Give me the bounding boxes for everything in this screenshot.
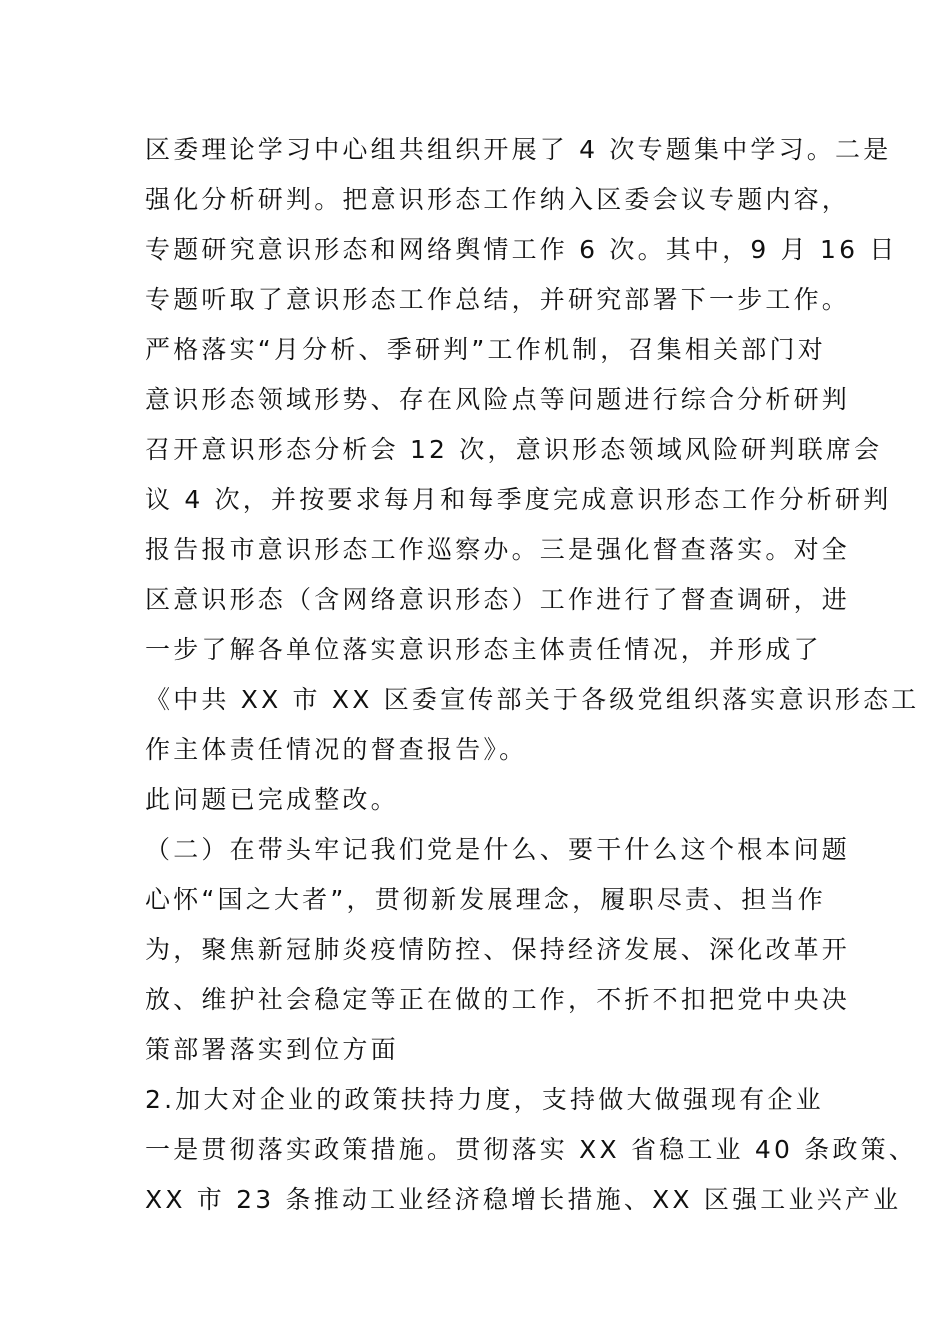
body-text-line: 召开意识形态分析会 12 次，意识形态领域风险研判联席会 — [145, 435, 883, 464]
body-text-line: 严格落实“月分析、季研判”工作机制，召集相关部门对 — [145, 335, 826, 364]
section-heading: （二）在带头牢记我们党是什么、要干什么这个根本问题 — [145, 835, 851, 864]
body-text-line: 报告报市意识形态工作巡察办。三是强化督查落实。对全 — [145, 535, 851, 564]
body-text-line: 意识形态领域形势、存在风险点等问题进行综合分析研判 — [145, 385, 851, 414]
section-heading: 为，聚焦新冠肺炎疫情防控、保持经济发展、深化改革开 — [145, 935, 851, 964]
body-text-line: 区意识形态（含网络意识形态）工作进行了督查调研，进 — [145, 585, 851, 614]
body-text-line: 作主体责任情况的督查报告》。 — [145, 735, 528, 764]
section-heading: 策部署落实到位方面 — [145, 1035, 399, 1064]
body-text-line: 议 4 次，并按要求每月和每季度完成意识形态工作分析研判 — [145, 485, 892, 514]
section-heading: 心怀“国之大者”，贯彻新发展理念，履职尽责、担当作 — [145, 885, 826, 914]
status-note: 此问题已完成整改。 — [145, 785, 399, 814]
body-text-line: 一是贯彻落实政策措施。贯彻落实 XX 省稳工业 40 条政策、 — [145, 1135, 918, 1164]
body-text-line: 专题研究意识形态和网络舆情工作 6 次。其中，9 月 16 日 — [145, 235, 898, 264]
body-text-line: 强化分析研判。把意识形态工作纳入区委会议专题内容， — [145, 185, 851, 214]
body-text-line: 专题听取了意识形态工作总结，并研究部署下一步工作。 — [145, 285, 851, 314]
body-text-line: 《中共 XX 市 XX 区委宣传部关于各级党组织落实意识形态工 — [145, 685, 920, 714]
section-heading: 放、维护社会稳定等正在做的工作，不折不扣把党中央决 — [145, 985, 851, 1014]
body-text-line: XX 市 23 条推动工业经济稳增长措施、XX 区强工业兴产业 — [145, 1185, 902, 1214]
body-text-line: 一步了解各单位落实意识形态主体责任情况，并形成了 — [145, 635, 822, 664]
subsection-heading: 2.加大对企业的政策扶持力度，支持做大做强现有企业 — [145, 1085, 824, 1114]
body-text-line: 区委理论学习中心组共组织开展了 4 次专题集中学习。二是 — [145, 135, 892, 164]
